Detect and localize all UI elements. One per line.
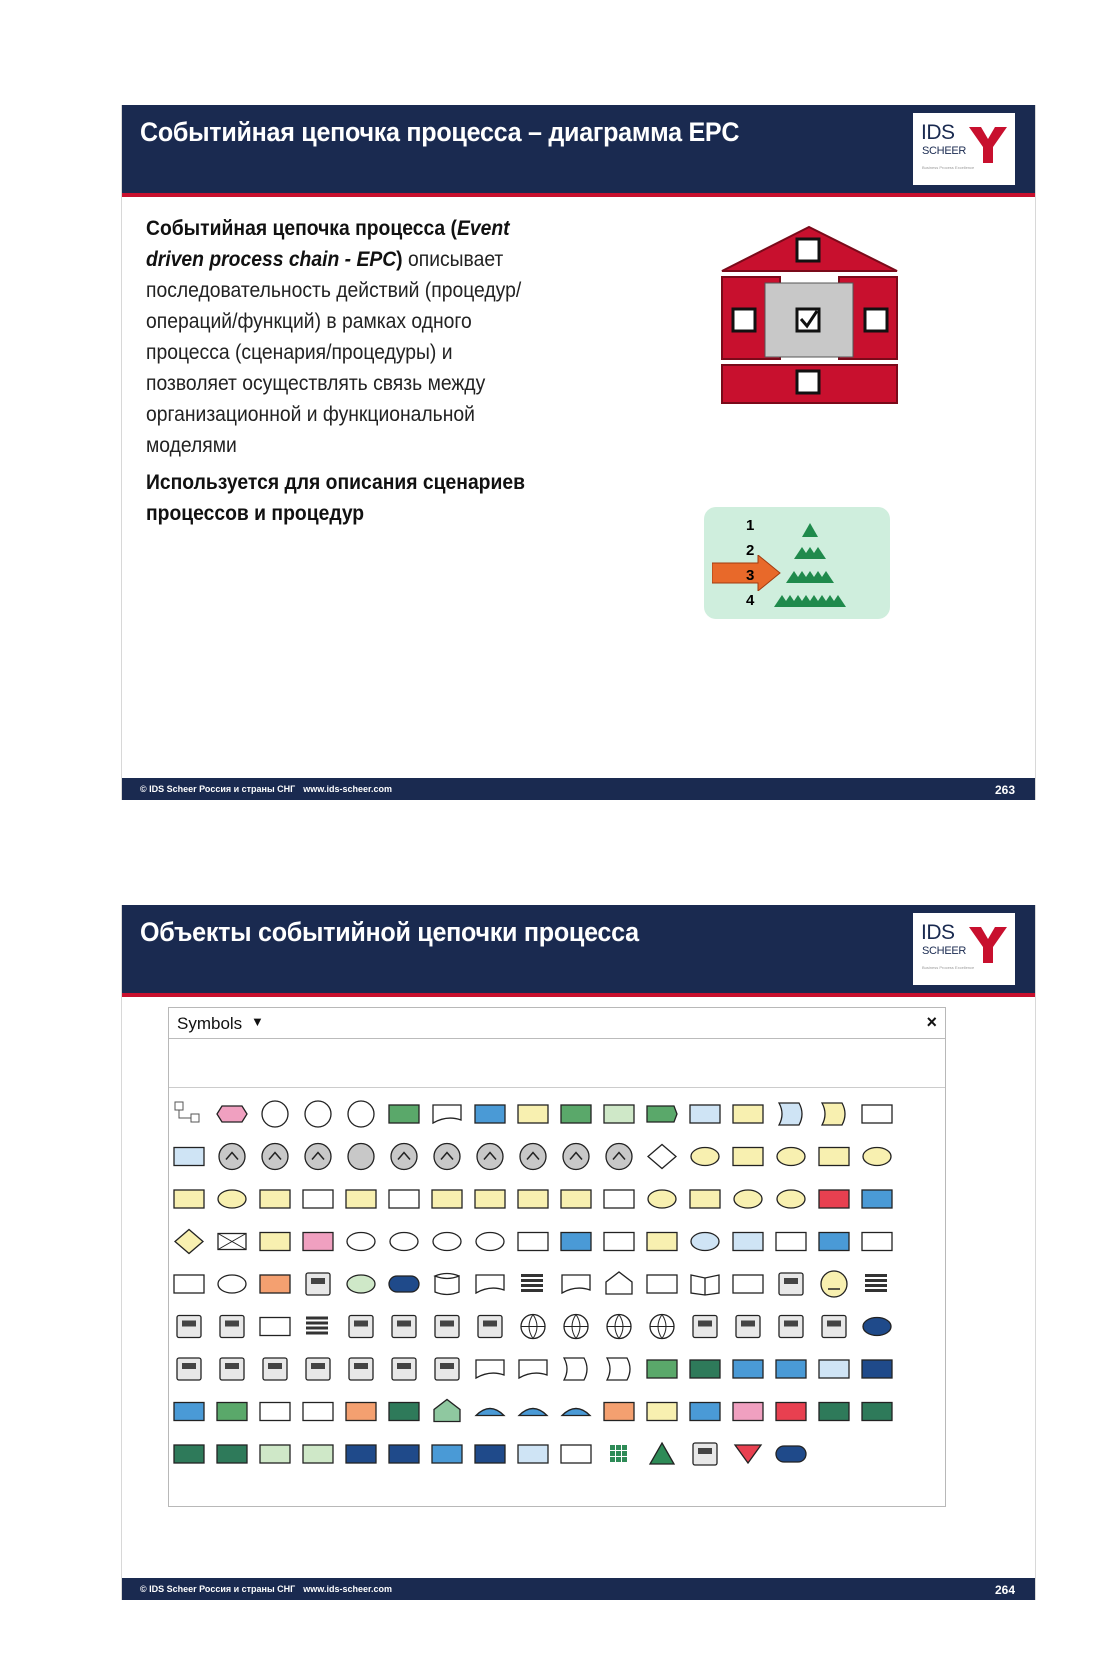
symbols-filter-area <box>169 1039 945 1088</box>
symbol-item[interactable] <box>693 1443 717 1465</box>
symbol-item[interactable] <box>478 1316 502 1338</box>
symbol-item[interactable] <box>260 1233 290 1251</box>
slide-footer <box>122 1578 1035 1600</box>
symbols-panel <box>168 1007 946 1507</box>
symbol-item[interactable] <box>262 1101 288 1127</box>
symbol-item[interactable] <box>303 1445 333 1463</box>
symbol-item[interactable] <box>518 1445 548 1463</box>
symbol-item[interactable] <box>821 1271 847 1297</box>
symbol-item[interactable] <box>217 1106 247 1122</box>
symbol-item[interactable] <box>346 1445 376 1463</box>
symbol-item[interactable] <box>434 1144 460 1170</box>
symbol-item[interactable] <box>392 1316 416 1338</box>
symbol-item[interactable] <box>693 1316 717 1338</box>
symbol-item[interactable] <box>648 1190 676 1208</box>
symbol-item[interactable] <box>776 1233 806 1251</box>
symbol-item[interactable] <box>306 1358 330 1380</box>
symbol-item[interactable] <box>476 1360 504 1378</box>
symbol-item[interactable] <box>389 1445 419 1463</box>
symbol-item[interactable] <box>392 1358 416 1380</box>
symbol-item[interactable] <box>260 1275 290 1293</box>
pyramid-icon <box>772 521 862 613</box>
level-2-label: 2 <box>746 542 755 559</box>
symbol-item[interactable] <box>260 1190 290 1208</box>
symbol-item[interactable] <box>604 1105 634 1123</box>
symbol-item[interactable] <box>733 1233 763 1251</box>
footer-copyright: © IDS Scheer Россия и страны СНГ www.ids-scheer.com <box>140 1584 392 1594</box>
symbol-item[interactable] <box>777 1148 805 1166</box>
symbol-item[interactable] <box>604 1233 634 1251</box>
symbol-item[interactable] <box>647 1106 677 1122</box>
symbol-item[interactable] <box>174 1445 204 1463</box>
symbol-item[interactable] <box>263 1358 287 1380</box>
symbol-item[interactable] <box>220 1358 244 1380</box>
symbol-item[interactable] <box>563 1144 589 1170</box>
symbol-item[interactable] <box>863 1148 891 1166</box>
symbol-item[interactable] <box>433 1105 461 1123</box>
symbol-item[interactable] <box>822 1316 846 1338</box>
symbol-item[interactable] <box>650 1443 674 1464</box>
symbol-item[interactable] <box>561 1233 591 1251</box>
footer-url[interactable]: www.ids-scheer.com <box>303 784 392 794</box>
symbol-item[interactable] <box>476 1275 504 1293</box>
symbol-item[interactable] <box>389 1403 419 1421</box>
symbol-item[interactable] <box>691 1275 719 1295</box>
symbols-panel-bar <box>169 1008 945 1039</box>
symbols-dropdown[interactable]: Symbols <box>177 1014 243 1033</box>
levels-pyramid-panel <box>704 507 890 619</box>
logo-tagline: Business Process Excellence <box>922 165 975 170</box>
logo-y-icon <box>969 925 1007 965</box>
slide-footer <box>122 778 1035 800</box>
page-number: 263 <box>994 783 1015 797</box>
symbol-item[interactable] <box>217 1403 247 1421</box>
symbol-item[interactable] <box>779 1316 803 1338</box>
symbol-item[interactable] <box>862 1105 892 1123</box>
symbol-item[interactable] <box>520 1144 546 1170</box>
logo-ids-text: IDS <box>921 121 955 144</box>
symbol-item[interactable] <box>776 1446 806 1462</box>
symbol-item[interactable] <box>174 1403 204 1421</box>
ids-scheer-logo <box>913 113 1015 185</box>
symbols-grid <box>169 1092 945 1492</box>
logo-scheer-text: SCHEER <box>922 145 967 157</box>
symbol-item[interactable] <box>819 1403 849 1421</box>
symbol-item[interactable] <box>303 1233 333 1251</box>
symbol-item[interactable] <box>306 1317 328 1335</box>
epc-usage: Используется для описания сценариев процессов и процедур <box>146 471 525 525</box>
symbol-item[interactable] <box>475 1105 505 1123</box>
symbol-item[interactable] <box>691 1233 719 1251</box>
symbol-item[interactable] <box>606 1272 632 1294</box>
footer-url[interactable]: www.ids-scheer.com <box>303 1584 392 1594</box>
dropdown-arrow-icon[interactable]: ▼ <box>251 1014 264 1029</box>
aris-house-icon <box>717 225 902 410</box>
symbol-item[interactable] <box>175 1102 199 1122</box>
symbol-item[interactable] <box>819 1233 849 1251</box>
symbol-item[interactable] <box>347 1275 375 1293</box>
symbol-item[interactable] <box>175 1230 203 1254</box>
symbol-item[interactable] <box>521 1274 543 1292</box>
symbol-item[interactable] <box>862 1360 892 1378</box>
symbol-item[interactable] <box>561 1445 591 1463</box>
symbol-item[interactable] <box>862 1403 892 1421</box>
symbol-item[interactable] <box>604 1190 634 1208</box>
symbol-item[interactable] <box>476 1233 504 1251</box>
symbol-item[interactable] <box>865 1274 887 1292</box>
symbol-item[interactable] <box>777 1190 805 1208</box>
symbol-item[interactable] <box>690 1360 720 1378</box>
symbol-item[interactable] <box>819 1360 849 1378</box>
symbol-item[interactable] <box>476 1409 504 1416</box>
symbol-item[interactable] <box>604 1403 634 1421</box>
symbol-item[interactable] <box>607 1315 631 1339</box>
symbol-item[interactable] <box>305 1101 331 1127</box>
symbol-item[interactable] <box>691 1148 719 1166</box>
logo-tagline: Business Process Excellence <box>922 965 975 970</box>
logo-scheer-text: SCHEER <box>922 945 967 957</box>
symbol-item[interactable] <box>349 1358 373 1380</box>
symbol-item[interactable] <box>564 1358 587 1380</box>
symbol-item[interactable] <box>779 1103 802 1125</box>
symbol-item[interactable] <box>521 1315 545 1339</box>
symbol-item[interactable] <box>348 1144 374 1170</box>
symbol-item[interactable] <box>561 1105 591 1123</box>
symbol-item[interactable] <box>610 1445 627 1462</box>
symbol-item[interactable] <box>561 1190 591 1208</box>
symbol-item[interactable] <box>518 1190 548 1208</box>
footer-copyright: © IDS Scheer Россия и страны СНГ www.ids-scheer.com <box>140 784 392 794</box>
symbol-item[interactable] <box>690 1105 720 1123</box>
symbol-item[interactable] <box>564 1315 588 1339</box>
level-1-label: 1 <box>746 517 755 534</box>
symbol-item[interactable] <box>733 1148 763 1166</box>
symbol-item[interactable] <box>177 1316 201 1338</box>
symbol-item[interactable] <box>389 1190 419 1208</box>
symbol-item[interactable] <box>519 1409 547 1416</box>
symbol-item[interactable] <box>303 1190 333 1208</box>
symbol-item[interactable] <box>733 1360 763 1378</box>
slide-header <box>122 905 1035 997</box>
symbol-item[interactable] <box>174 1275 204 1293</box>
symbol-item[interactable] <box>433 1233 461 1251</box>
symbol-item[interactable] <box>260 1318 290 1336</box>
logo-ids-text: IDS <box>921 921 955 944</box>
level-4-label: 4 <box>746 592 755 609</box>
symbol-item[interactable] <box>174 1190 204 1208</box>
symbol-item[interactable] <box>218 1190 246 1208</box>
symbol-item[interactable] <box>607 1358 630 1380</box>
symbol-item[interactable] <box>391 1144 417 1170</box>
symbol-item[interactable] <box>349 1316 373 1338</box>
symbol-item[interactable] <box>477 1144 503 1170</box>
symbol-item[interactable] <box>220 1316 244 1338</box>
slide-264 <box>121 905 1036 1600</box>
symbol-item[interactable] <box>218 1234 246 1250</box>
symbol-item[interactable] <box>305 1144 331 1170</box>
symbol-item[interactable] <box>217 1445 247 1463</box>
symbol-item[interactable] <box>647 1403 677 1421</box>
symbol-item[interactable] <box>819 1190 849 1208</box>
slide-header <box>122 105 1035 197</box>
symbol-item[interactable] <box>475 1190 505 1208</box>
symbol-item[interactable] <box>735 1445 761 1463</box>
symbol-item[interactable] <box>822 1103 845 1125</box>
close-icon[interactable]: × <box>926 1012 937 1032</box>
symbol-item[interactable] <box>518 1105 548 1123</box>
symbol-item[interactable] <box>348 1101 374 1127</box>
symbol-item[interactable] <box>650 1315 674 1339</box>
symbol-item[interactable] <box>435 1316 459 1338</box>
symbol-item[interactable] <box>562 1275 590 1293</box>
symbol-item[interactable] <box>862 1190 892 1208</box>
symbol-item[interactable] <box>733 1403 763 1421</box>
symbol-item[interactable] <box>218 1275 246 1293</box>
symbol-item[interactable] <box>606 1144 632 1170</box>
symbol-item[interactable] <box>435 1358 459 1380</box>
symbol-item[interactable] <box>435 1274 459 1295</box>
symbol-item[interactable] <box>347 1233 375 1251</box>
symbol-item[interactable] <box>862 1233 892 1251</box>
slide-263 <box>121 105 1036 800</box>
symbol-item[interactable] <box>432 1190 462 1208</box>
epc-definition: Событийная цепочка процесса (Event driven process chain - EPC) описывает последовательность действий (процедур/операций/функций) в рамках одного процесса (сценария/процедуры) и позволяет осуществлять связь между организационной и функциональной моделями <box>146 217 522 457</box>
symbol-item[interactable] <box>390 1233 418 1251</box>
symbol-item[interactable] <box>177 1358 201 1380</box>
symbol-item[interactable] <box>779 1273 803 1295</box>
symbol-item[interactable] <box>260 1445 290 1463</box>
level-3-label: 3 <box>746 567 755 584</box>
slide-title: Объекты событийной цепочки процесса <box>140 917 639 947</box>
page-number: 264 <box>994 1583 1015 1597</box>
symbol-item[interactable] <box>647 1233 677 1251</box>
symbol-item[interactable] <box>562 1409 590 1416</box>
symbol-item[interactable] <box>518 1233 548 1251</box>
symbol-item[interactable] <box>389 1105 419 1123</box>
slide-title: Событийная цепочка процесса – диаграмма EPC <box>140 117 740 147</box>
symbol-item[interactable] <box>736 1316 760 1338</box>
symbol-item[interactable] <box>733 1105 763 1123</box>
symbol-item[interactable] <box>262 1144 288 1170</box>
symbol-item[interactable] <box>389 1276 419 1292</box>
symbol-item[interactable] <box>432 1445 462 1463</box>
symbol-item[interactable] <box>346 1190 376 1208</box>
symbol-item[interactable] <box>863 1318 891 1336</box>
symbol-item[interactable] <box>690 1190 720 1208</box>
symbol-item[interactable] <box>776 1360 806 1378</box>
symbol-item[interactable] <box>734 1190 762 1208</box>
symbol-item[interactable] <box>776 1403 806 1421</box>
symbol-item[interactable] <box>219 1144 245 1170</box>
symbol-item[interactable] <box>306 1273 330 1295</box>
symbol-item[interactable] <box>819 1148 849 1166</box>
symbol-item[interactable] <box>434 1400 460 1422</box>
symbol-item[interactable] <box>647 1360 677 1378</box>
symbol-item[interactable] <box>519 1360 547 1378</box>
symbol-item[interactable] <box>260 1403 290 1421</box>
symbol-item[interactable] <box>303 1403 333 1421</box>
symbol-item[interactable] <box>690 1403 720 1421</box>
ids-scheer-logo <box>913 913 1015 985</box>
symbol-item[interactable] <box>475 1445 505 1463</box>
symbol-item[interactable] <box>647 1275 677 1293</box>
logo-y-icon <box>969 125 1007 165</box>
symbol-item[interactable] <box>648 1145 676 1169</box>
symbol-item[interactable] <box>174 1148 204 1166</box>
symbol-item[interactable] <box>733 1275 763 1293</box>
symbol-item[interactable] <box>346 1403 376 1421</box>
slide-body <box>146 213 542 535</box>
